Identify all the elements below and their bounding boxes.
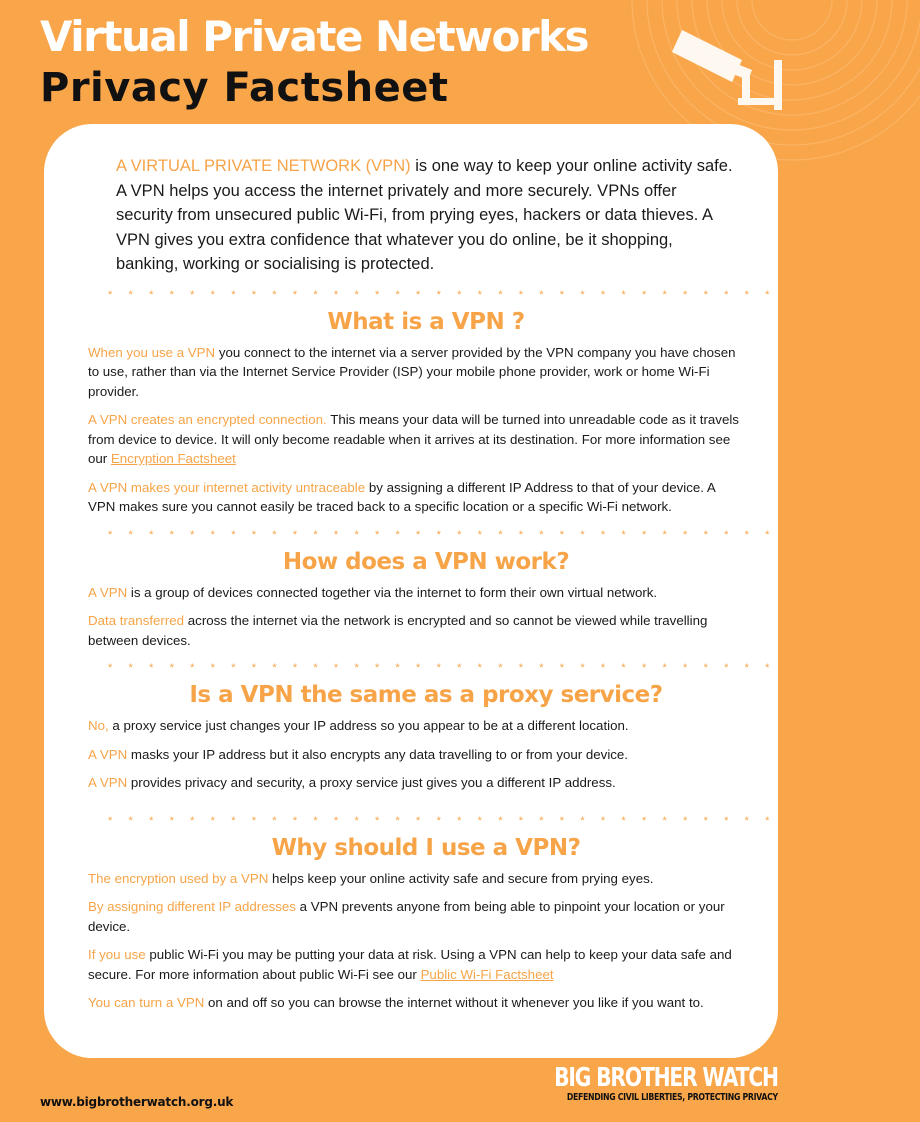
paragraph-lead: A VPN <box>88 775 128 790</box>
paragraph-text: on and off so you can browse the internet without it whenever you like if you want to. <box>204 995 704 1010</box>
intro-paragraph <box>116 154 738 277</box>
paragraph-lead: You can turn a VPN <box>88 995 205 1010</box>
paragraph-text: you connect to the internet via a server provided by the VPN company you have chosen to use, rather than via the Internet Service Provider (ISP) your mobile phone provider, work or home Wi-Fi provider. <box>88 344 736 399</box>
page-title: Virtual Private Networks <box>40 12 589 61</box>
paragraph <box>88 343 740 402</box>
paragraph <box>88 897 740 936</box>
paragraph <box>88 773 740 793</box>
paragraph-text: a proxy service just changes your IP address so you appear to be at a different location. <box>108 718 629 733</box>
paragraph-lead: No, <box>88 718 109 733</box>
section-heading-vpn-vs-proxy: Is a VPN the same as a proxy service? <box>189 682 663 708</box>
org-logo <box>491 1064 778 1103</box>
paragraph-lead: A VPN creates an encrypted connection. <box>88 412 327 427</box>
paragraph <box>88 611 740 650</box>
paragraph <box>88 993 740 1013</box>
website-url[interactable]: www.bigbrotherwatch.org.uk <box>40 1095 234 1109</box>
divider: * * * * * * * * * * * * * * * * * * * * * * * * * * * * * * * * * * * * * * * * <box>108 814 920 827</box>
paragraph <box>88 410 740 469</box>
section-heading-why-use-vpn: Why should I use a VPN? <box>271 834 581 861</box>
divider: * * * * * * * * * * * * * * * * * * * * * * * * * * * * * * * * * * * * * * * * <box>108 528 920 541</box>
public-wifi-factsheet-link[interactable]: Public Wi-Fi Factsheet <box>420 966 554 982</box>
paragraph <box>88 716 740 736</box>
paragraph-lead: By assigning different IP addresses <box>88 899 296 914</box>
paragraph-text: by assigning a different IP Address to that of your device. A VPN makes sure you cannot easily be traced back to a specific location or a specific Wi-Fi network. <box>88 479 716 514</box>
paragraph-lead: A VPN makes your internet activity untraceable <box>88 479 366 495</box>
paragraph-text: This means your data will be turned into unreadable code as it travels from device to device. It will only become readable when it arrives at its destination. For more information see our <box>88 412 739 466</box>
org-tagline: DEFENDING CIVIL LIBERTIES, PROTECTING PRIVACY <box>566 1092 778 1103</box>
paragraph <box>88 869 740 889</box>
paragraph-text: helps keep your online activity safe and secure from prying eyes. <box>268 870 654 886</box>
paragraph-lead: If you use <box>88 947 146 962</box>
paragraph-lead: A VPN <box>88 746 128 762</box>
paragraph <box>88 745 740 765</box>
paragraph-text: is a group of devices connected together via the internet to form their own virtual network. <box>127 584 658 600</box>
paragraph <box>88 478 740 517</box>
divider: * * * * * * * * * * * * * * * * * * * * * * * * * * * * * * * * * * * * * * * * <box>108 288 920 301</box>
section-heading-what-is-vpn: What is a VPN ? <box>327 308 525 335</box>
paragraph-lead: Data transferred <box>88 613 185 628</box>
paragraph-lead: The encryption used by a VPN <box>88 870 269 886</box>
page-subtitle: Privacy Factsheet <box>40 65 449 111</box>
divider: * * * * * * * * * * * * * * * * * * * * * * * * * * * * * * * * * * * * * * * * <box>108 662 920 674</box>
paragraph-text: a VPN prevents anyone from being able to pinpoint your location or your device. <box>88 899 725 934</box>
encryption-factsheet-link[interactable]: Encryption Factsheet <box>110 451 236 466</box>
section-heading-how-vpn-works: How does a VPN work? <box>282 548 570 575</box>
intro-text: is one way to keep your online activity safe. A VPN helps you access the internet privately and more securely. VPNs offer security from unsecured public Wi-Fi, from prying eyes, hackers or data thieves. A VPN gives you extra confidence that whatever you do online, be it shopping, banking, working or socialising is protected. <box>116 157 733 273</box>
paragraph <box>88 945 740 984</box>
paragraph-text: masks your IP address but it also encrypts any data travelling to or from your device. <box>127 746 629 762</box>
intro-lead: A VIRTUAL PRIVATE NETWORK (VPN) <box>116 157 411 175</box>
paragraph <box>88 583 740 603</box>
paragraph-text: public Wi-Fi you may be putting your data at risk. Using a VPN can help to keep your data safe and secure. For more information about public Wi-Fi see our <box>88 947 732 982</box>
paragraph-text: provides privacy and security, a proxy service just gives you a different IP address. <box>127 775 616 790</box>
content-card <box>44 124 920 1058</box>
paragraph-text: across the internet via the network is encrypted and so cannot be viewed while travelling between devices. <box>88 613 708 648</box>
paragraph-lead: A VPN <box>88 584 128 600</box>
paragraph-lead: When you use a VPN <box>88 344 216 360</box>
org-name: BIG BROTHER WATCH <box>554 1063 778 1093</box>
